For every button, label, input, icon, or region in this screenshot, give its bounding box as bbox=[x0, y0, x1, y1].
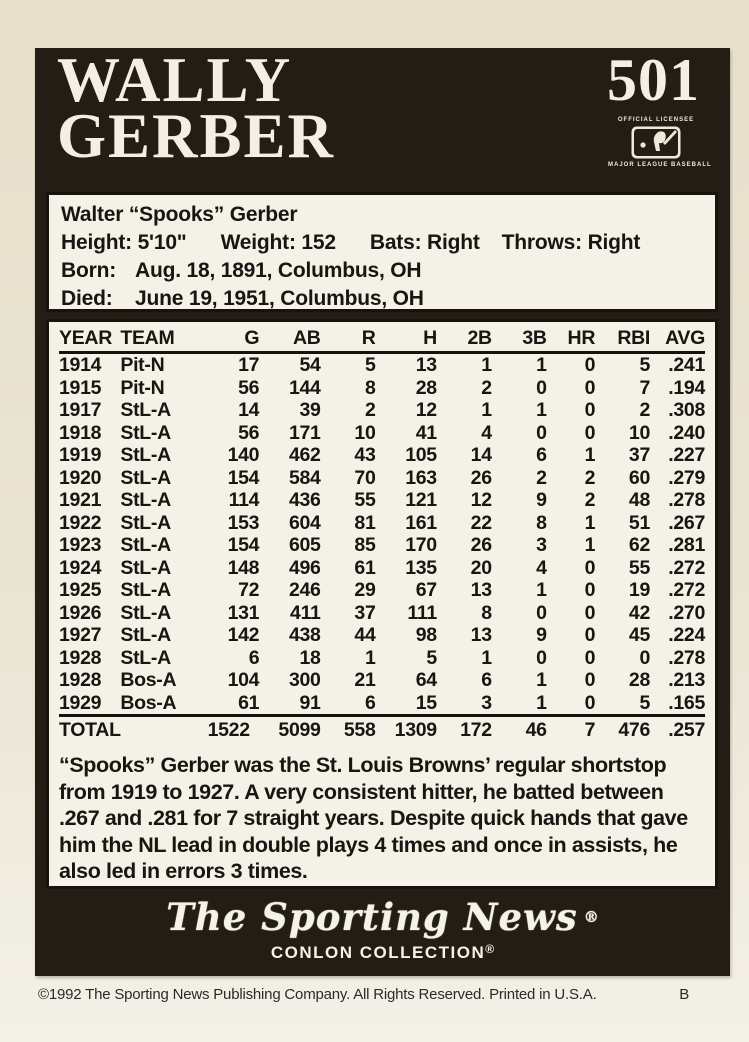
stat-cell: 91 bbox=[299, 691, 321, 714]
stat-cell: 1 bbox=[536, 354, 547, 376]
stat-cell: 171 bbox=[288, 421, 321, 444]
stat-cell: 142 bbox=[227, 624, 260, 646]
stats-total-cell: 558 bbox=[321, 716, 376, 744]
stat-cell: 6 bbox=[481, 669, 492, 691]
stats-panel bbox=[46, 319, 718, 889]
stat-cell: 98 bbox=[415, 624, 437, 646]
stat-cell: .227 bbox=[668, 444, 705, 466]
stat-cell: 39 bbox=[299, 399, 321, 421]
stat-cell: 37 bbox=[354, 601, 376, 624]
stat-cell: .241 bbox=[668, 354, 705, 376]
stat-cell: 170 bbox=[405, 534, 437, 556]
stat-cell: .279 bbox=[668, 466, 705, 489]
stat-cell: 17 bbox=[238, 354, 260, 376]
stat-cell: 26 bbox=[470, 534, 492, 556]
stat-cell: 3 bbox=[536, 534, 547, 556]
stat-cell: 1 bbox=[536, 579, 547, 601]
stats-total-cell: 46 bbox=[492, 716, 547, 744]
stat-cell: .213 bbox=[668, 669, 705, 691]
stat-cell: 2 bbox=[639, 399, 651, 421]
stat-cell: 85 bbox=[354, 534, 376, 556]
stat-cell: 111 bbox=[407, 601, 437, 624]
stats-column-header: G bbox=[208, 326, 260, 353]
stat-cell: 5 bbox=[639, 354, 651, 376]
stat-cell: 1 bbox=[481, 399, 492, 421]
stat-cell: 0 bbox=[584, 579, 596, 601]
stat-cell: 45 bbox=[628, 624, 651, 646]
stat-cell: 1 bbox=[536, 399, 547, 421]
stats-total-cell: 476 bbox=[595, 716, 650, 744]
stat-cell: 9 bbox=[536, 624, 547, 646]
stat-cell: .224 bbox=[668, 624, 705, 646]
stat-cell: 10 bbox=[354, 421, 376, 444]
stat-cell: 1 bbox=[481, 646, 492, 669]
bio-vitals-line bbox=[61, 229, 703, 257]
stats-column-header: HR bbox=[547, 326, 595, 353]
stats-column-header: H bbox=[376, 326, 437, 353]
stat-cell: 54 bbox=[299, 354, 321, 376]
registered-mark-icon: ® bbox=[583, 908, 599, 926]
player-last-name: GERBER bbox=[57, 101, 336, 171]
stat-cell: 26 bbox=[470, 466, 492, 489]
stats-column-header: R bbox=[321, 326, 376, 353]
stats-total-cell: 1309 bbox=[376, 716, 437, 744]
stat-cell: 28 bbox=[628, 669, 651, 691]
stat-cell: 72 bbox=[238, 579, 260, 601]
bio-weight: Weight: 152 bbox=[220, 231, 336, 254]
stats-row bbox=[59, 579, 705, 602]
conlon-collection-wordmark: CONLON COLLECTION® bbox=[270, 942, 495, 962]
stat-cell: 2 bbox=[584, 466, 596, 489]
stats-row bbox=[59, 444, 705, 467]
stat-cell: 1920 bbox=[59, 466, 102, 489]
stat-cell: 0 bbox=[584, 399, 596, 421]
stats-row bbox=[59, 399, 705, 422]
stat-cell: 22 bbox=[470, 511, 492, 534]
stat-cell: 61 bbox=[238, 691, 260, 714]
stat-cell: 10 bbox=[628, 421, 651, 444]
stat-cell: 496 bbox=[288, 556, 321, 579]
stat-cell: 1919 bbox=[59, 444, 102, 466]
stat-cell: 411 bbox=[290, 601, 321, 624]
stat-cell: 1928 bbox=[59, 646, 102, 669]
stat-cell: StL-A bbox=[120, 646, 171, 669]
stat-cell: 70 bbox=[354, 466, 376, 489]
stats-total-cell: .257 bbox=[650, 716, 705, 744]
stats-total-cell: 7 bbox=[547, 716, 595, 744]
stats-column-header: 3B bbox=[492, 326, 547, 353]
official-licensee-text: OFFICIAL LICENSEE bbox=[617, 117, 695, 123]
stat-cell: 12 bbox=[415, 399, 437, 421]
stats-row bbox=[59, 669, 705, 692]
stat-cell: 2 bbox=[481, 376, 492, 399]
stat-cell: StL-A bbox=[120, 444, 171, 466]
stat-cell: 153 bbox=[227, 511, 260, 534]
player-name bbox=[57, 45, 336, 171]
stat-cell: 144 bbox=[288, 376, 321, 399]
stat-cell: 1 bbox=[481, 354, 492, 376]
stat-cell: StL-A bbox=[120, 421, 171, 444]
stats-row bbox=[59, 422, 705, 445]
bio-throws: Throws: Right bbox=[501, 231, 641, 254]
card-number: 501 bbox=[607, 47, 700, 113]
stat-cell: 1917 bbox=[59, 399, 102, 421]
stat-cell: 0 bbox=[584, 601, 596, 624]
stat-cell: .270 bbox=[668, 601, 705, 624]
stat-cell: 604 bbox=[288, 511, 321, 534]
stat-cell: 61 bbox=[354, 556, 376, 579]
stat-cell: 0 bbox=[639, 646, 651, 669]
stat-cell: 67 bbox=[415, 579, 437, 601]
stat-cell: 3 bbox=[481, 691, 492, 714]
stat-cell: 154 bbox=[227, 466, 260, 489]
stat-cell: .272 bbox=[668, 579, 705, 601]
stat-cell: StL-A bbox=[120, 556, 171, 579]
stat-cell: 56 bbox=[238, 376, 260, 399]
stat-cell: 8 bbox=[481, 601, 492, 624]
stat-cell: .240 bbox=[668, 421, 705, 444]
major-league-baseball-text: MAJOR LEAGUE BASEBALL bbox=[608, 162, 712, 168]
stat-cell: Pit-N bbox=[120, 376, 165, 399]
stat-cell: StL-A bbox=[120, 601, 171, 624]
stat-cell: 6 bbox=[248, 646, 260, 669]
stat-cell: 1 bbox=[536, 691, 547, 714]
stats-column-header: AB bbox=[259, 326, 320, 353]
stat-cell: 0 bbox=[584, 669, 596, 691]
stat-cell: 121 bbox=[405, 489, 437, 511]
copyright-line bbox=[38, 986, 711, 1003]
stat-cell: 584 bbox=[288, 466, 321, 489]
stat-cell: 1929 bbox=[59, 691, 102, 714]
stat-cell: 5 bbox=[426, 646, 437, 669]
stat-cell: 4 bbox=[481, 421, 492, 444]
stat-cell: 0 bbox=[536, 376, 547, 399]
card-back bbox=[35, 45, 730, 976]
stat-cell: 0 bbox=[584, 691, 596, 714]
stats-row bbox=[59, 602, 705, 625]
stat-cell: 13 bbox=[415, 354, 437, 376]
stat-cell: 104 bbox=[227, 669, 260, 691]
stat-cell: 8 bbox=[364, 376, 376, 399]
stat-cell: 29 bbox=[354, 579, 376, 601]
sporting-news-logo bbox=[35, 896, 730, 964]
stat-cell: 0 bbox=[536, 646, 547, 669]
stat-cell: 1 bbox=[584, 444, 596, 466]
stat-cell: 1928 bbox=[59, 669, 102, 691]
stat-cell: StL-A bbox=[120, 534, 171, 556]
stat-cell: 0 bbox=[536, 601, 547, 624]
stat-cell: 0 bbox=[584, 624, 596, 646]
stat-cell: 6 bbox=[536, 444, 547, 466]
stat-cell: 43 bbox=[354, 444, 376, 466]
stats-column-header: RBI bbox=[595, 326, 650, 353]
stat-cell: 462 bbox=[288, 444, 321, 466]
stats-row bbox=[59, 692, 705, 716]
stat-cell: Bos-A bbox=[120, 691, 177, 714]
stat-cell: StL-A bbox=[120, 624, 171, 646]
stat-cell: 2 bbox=[584, 489, 596, 511]
stat-cell: 56 bbox=[238, 421, 260, 444]
player-first-name: WALLY bbox=[57, 45, 293, 115]
stat-cell: 9 bbox=[536, 489, 547, 511]
stat-cell: .308 bbox=[668, 399, 705, 421]
stat-cell: Bos-A bbox=[120, 669, 177, 691]
stat-cell: 21 bbox=[354, 669, 376, 691]
mlb-batter-logo-icon bbox=[631, 126, 681, 159]
stat-cell: 19 bbox=[628, 579, 651, 601]
stat-cell: 2 bbox=[536, 466, 547, 489]
stat-cell: 148 bbox=[227, 556, 260, 579]
stat-cell: 51 bbox=[628, 511, 651, 534]
stat-cell: 42 bbox=[628, 601, 651, 624]
stat-cell: 0 bbox=[584, 646, 596, 669]
stat-cell: 605 bbox=[288, 534, 321, 556]
stat-cell: 81 bbox=[354, 511, 376, 534]
stat-cell: 62 bbox=[628, 534, 651, 556]
stat-cell: 44 bbox=[354, 624, 376, 646]
stat-cell: 1 bbox=[536, 669, 547, 691]
stats-column-header: 2B bbox=[437, 326, 492, 353]
stat-cell: .267 bbox=[668, 511, 705, 534]
stat-cell: 13 bbox=[470, 624, 492, 646]
stat-cell: 131 bbox=[227, 601, 260, 624]
stat-cell: 55 bbox=[354, 489, 376, 511]
sporting-news-wordmark: The Sporting News ® bbox=[166, 895, 599, 939]
stat-cell: 4 bbox=[536, 556, 547, 579]
stat-cell: 64 bbox=[415, 669, 437, 691]
copyright-text: ©1992 The Sporting News Publishing Company. All Rights Reserved. Printed in U.S.A. bbox=[38, 986, 597, 1003]
stat-cell: 1924 bbox=[59, 556, 102, 579]
stat-cell: 6 bbox=[364, 691, 376, 714]
stat-cell: 114 bbox=[228, 489, 260, 511]
stats-row bbox=[59, 534, 705, 557]
stats-total-row bbox=[59, 716, 705, 744]
stat-cell: 41 bbox=[415, 421, 437, 444]
stat-cell: 154 bbox=[227, 534, 260, 556]
stat-cell: 5 bbox=[639, 691, 651, 714]
stats-row bbox=[59, 557, 705, 580]
bio-died-line: Died: June 19, 1951, Columbus, OH bbox=[61, 287, 424, 310]
stat-cell: StL-A bbox=[120, 489, 171, 511]
stat-cell: 105 bbox=[405, 444, 437, 466]
stat-cell: 0 bbox=[584, 421, 596, 444]
stat-cell: 140 bbox=[227, 444, 260, 466]
stat-cell: 2 bbox=[364, 399, 376, 421]
bio-panel bbox=[46, 192, 718, 312]
stat-cell: .194 bbox=[668, 376, 705, 399]
bio-bats: Bats: Right bbox=[369, 231, 480, 254]
stats-row bbox=[59, 353, 705, 377]
stat-cell: 1915 bbox=[59, 376, 102, 399]
stat-cell: 0 bbox=[584, 354, 596, 376]
stat-cell: 1 bbox=[364, 646, 376, 669]
stat-cell: 13 bbox=[470, 579, 492, 601]
stat-cell: 14 bbox=[470, 444, 492, 466]
stat-cell: 5 bbox=[364, 354, 376, 376]
stat-cell: StL-A bbox=[120, 579, 171, 601]
stat-cell: StL-A bbox=[120, 466, 171, 489]
stat-cell: 246 bbox=[288, 579, 321, 601]
stat-cell: 55 bbox=[628, 556, 651, 579]
stats-header-row bbox=[59, 326, 705, 353]
stat-cell: 1923 bbox=[59, 534, 102, 556]
stat-cell: 1927 bbox=[59, 624, 102, 646]
stat-cell: StL-A bbox=[120, 511, 171, 534]
stats-total-cell: 5099 bbox=[259, 716, 320, 744]
stats-row bbox=[59, 512, 705, 535]
stat-cell: 8 bbox=[536, 511, 547, 534]
stat-cell: .281 bbox=[668, 534, 705, 556]
stat-cell: 18 bbox=[299, 646, 321, 669]
stat-cell: 1914 bbox=[59, 354, 102, 376]
stat-cell: 37 bbox=[628, 444, 651, 466]
stat-cell: .165 bbox=[668, 691, 705, 714]
stats-table bbox=[59, 326, 705, 743]
stat-cell: 14 bbox=[238, 399, 260, 421]
stat-cell: 438 bbox=[288, 624, 321, 646]
stat-cell: 1922 bbox=[59, 511, 102, 534]
stat-cell: 1 bbox=[584, 511, 596, 534]
stats-column-header: TEAM bbox=[120, 326, 207, 353]
registered-mark-icon: ® bbox=[485, 942, 495, 956]
stats-column-header: YEAR bbox=[59, 326, 120, 353]
stat-cell: 7 bbox=[639, 376, 651, 399]
stat-cell: 1925 bbox=[59, 579, 102, 601]
stat-cell: 12 bbox=[470, 489, 492, 511]
stat-cell: 1921 bbox=[59, 489, 102, 511]
stat-cell: 1926 bbox=[59, 601, 102, 624]
stats-total-label: TOTAL bbox=[59, 716, 208, 744]
stats-column-header: AVG bbox=[650, 326, 705, 353]
stats-row bbox=[59, 377, 705, 400]
stats-row bbox=[59, 624, 705, 647]
stat-cell: 135 bbox=[405, 556, 437, 579]
stat-cell: 1 bbox=[584, 534, 596, 556]
plate-letter: B bbox=[679, 986, 689, 1003]
stat-cell: .278 bbox=[668, 646, 705, 669]
player-blurb: “Spooks” Gerber was the St. Louis Browns’ regular shortstop from 1919 to 1927. A very consistent hitter, he batted between .267 and .281 for 7 straight years. Despite quick hands that gave him the NL lead in double plays 4 times and once in assists, he also led in errors 3 times. bbox=[59, 753, 688, 883]
mlb-licensee-lockup bbox=[608, 116, 712, 169]
stats-row bbox=[59, 467, 705, 490]
bio-full-name: Walter “Spooks” Gerber bbox=[61, 203, 298, 226]
bio-born-line: Born: Aug. 18, 1891, Columbus, OH bbox=[61, 259, 422, 282]
stat-cell: 0 bbox=[584, 556, 596, 579]
stats-row bbox=[59, 647, 705, 670]
stat-cell: 1918 bbox=[59, 421, 102, 444]
stat-cell: 48 bbox=[628, 489, 651, 511]
stats-body bbox=[59, 353, 705, 716]
stat-cell: 15 bbox=[415, 691, 437, 714]
stat-cell: 0 bbox=[584, 376, 596, 399]
stat-cell: 161 bbox=[405, 511, 437, 534]
stats-total-cell: 172 bbox=[437, 716, 492, 744]
stat-cell: 163 bbox=[405, 466, 437, 489]
stat-cell: 60 bbox=[628, 466, 651, 489]
stat-cell: 0 bbox=[536, 421, 547, 444]
stat-cell: 300 bbox=[288, 669, 321, 691]
stats-total-cell: 1522 bbox=[208, 716, 260, 744]
stat-cell: 28 bbox=[415, 376, 437, 399]
bio-height: Height: 5'10" bbox=[61, 231, 187, 254]
stat-cell: 20 bbox=[470, 556, 492, 579]
stat-cell: StL-A bbox=[120, 399, 171, 421]
stat-cell: .278 bbox=[668, 489, 705, 511]
stat-cell: 436 bbox=[288, 489, 321, 511]
stats-row bbox=[59, 489, 705, 512]
stat-cell: .272 bbox=[668, 556, 705, 579]
stat-cell: Pit-N bbox=[120, 354, 165, 376]
